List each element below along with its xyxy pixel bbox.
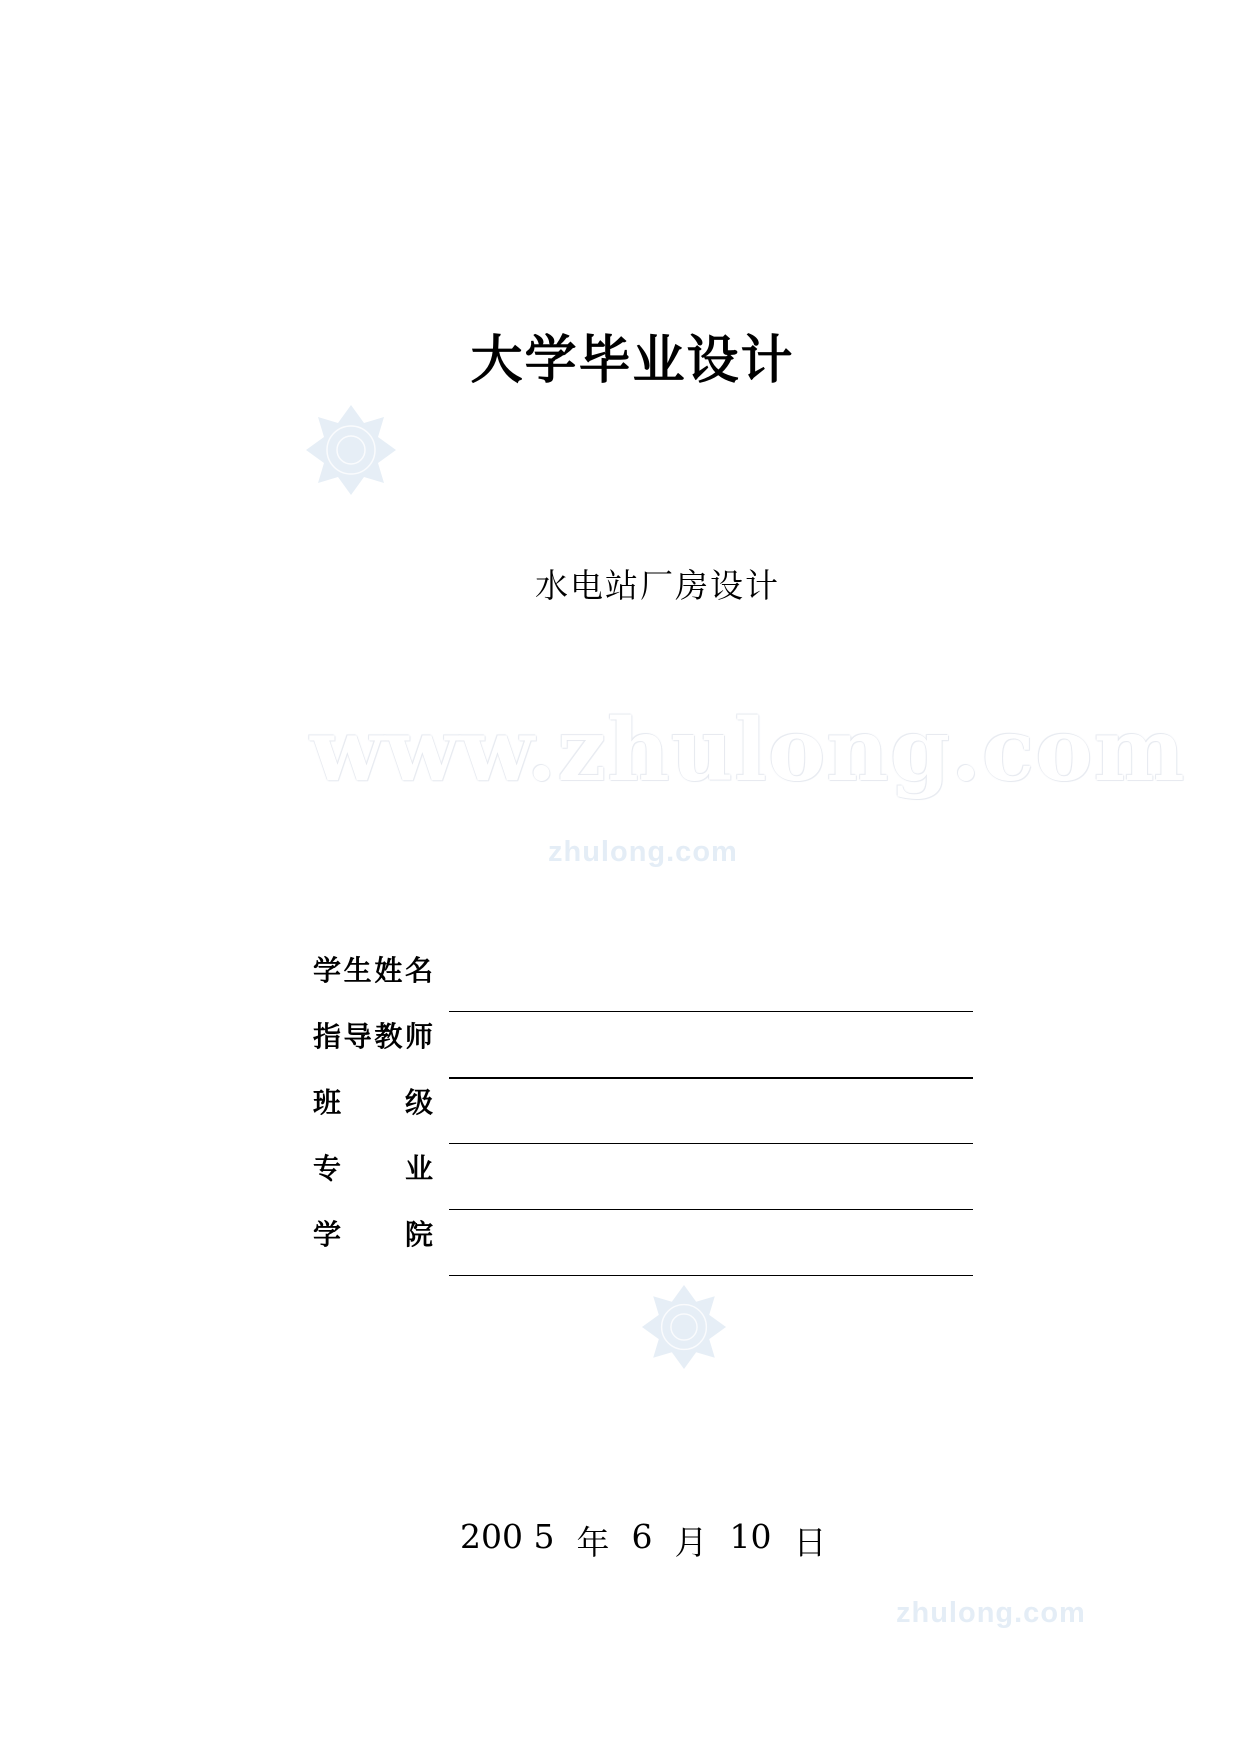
field-label bbox=[313, 1147, 433, 1187]
label-char: 院 bbox=[404, 1218, 433, 1251]
label-char: 学 bbox=[313, 1218, 342, 1251]
label-char: 学 bbox=[313, 954, 342, 987]
label-char: 名 bbox=[404, 954, 433, 987]
design-subject: 水电站厂房设计 bbox=[535, 566, 780, 605]
label-char: 级 bbox=[404, 1086, 433, 1119]
date-year: 200 5 bbox=[460, 1517, 555, 1556]
date-month-unit: 月 bbox=[674, 1523, 708, 1562]
date-year-unit: 年 bbox=[576, 1523, 610, 1562]
field-label bbox=[313, 949, 433, 989]
field-label bbox=[313, 1213, 433, 1253]
class-line[interactable] bbox=[449, 1143, 973, 1144]
page-title: 大学毕业设计 bbox=[470, 331, 795, 391]
watermark-bottom: zhulong.com bbox=[896, 1597, 1086, 1629]
label-char: 指 bbox=[313, 1020, 342, 1053]
label-char: 生 bbox=[343, 954, 372, 987]
label-char: 专 bbox=[313, 1152, 342, 1185]
field-label bbox=[313, 1015, 433, 1055]
label-char: 教 bbox=[374, 1020, 403, 1053]
college-line[interactable] bbox=[449, 1275, 973, 1276]
date-day-unit: 日 bbox=[793, 1523, 827, 1562]
label-char: 导 bbox=[343, 1020, 372, 1053]
label-char: 师 bbox=[404, 1020, 433, 1053]
flower-icon bbox=[642, 1285, 726, 1369]
watermark-main: www.zhulong.com bbox=[310, 700, 1186, 801]
field-label bbox=[313, 1081, 433, 1121]
label-char: 姓 bbox=[374, 954, 403, 987]
watermark-middle: zhulong.com bbox=[548, 836, 738, 868]
flower-icon bbox=[306, 405, 396, 495]
student-name-line[interactable] bbox=[449, 1011, 973, 1012]
major-line[interactable] bbox=[449, 1209, 973, 1210]
label-char: 班 bbox=[313, 1086, 342, 1119]
submission-date bbox=[460, 1517, 826, 1564]
label-char: 业 bbox=[404, 1152, 433, 1185]
date-day: 10 bbox=[729, 1517, 772, 1556]
date-month: 6 bbox=[631, 1517, 653, 1556]
advisor-line[interactable] bbox=[449, 1077, 973, 1079]
